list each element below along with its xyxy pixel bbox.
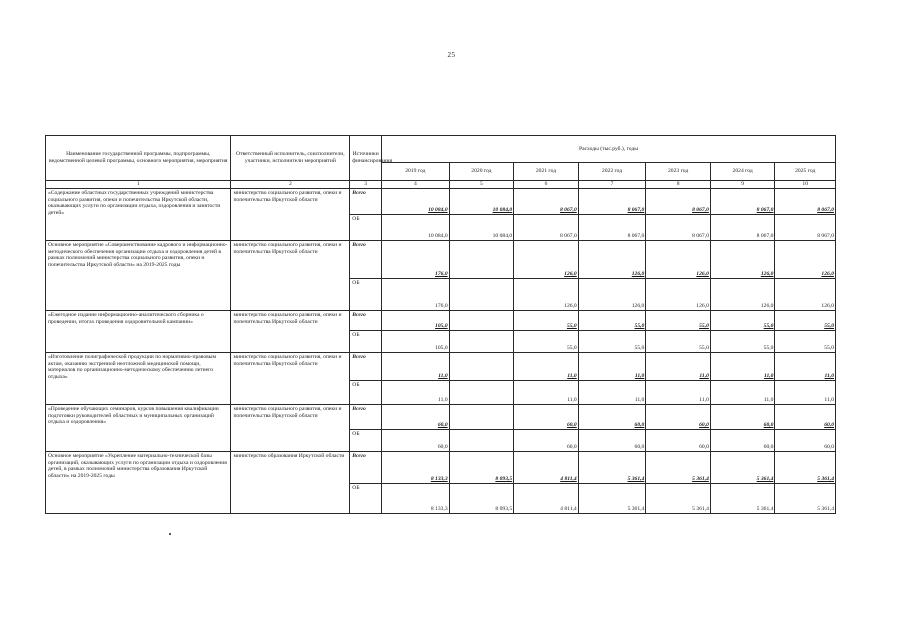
total-value: 55,0 (824, 323, 834, 330)
total-value-cell (775, 241, 836, 279)
column-number: 3 (350, 181, 382, 189)
header-year: 2025 год (775, 163, 836, 181)
ob-value (449, 430, 514, 452)
total-value: 60,0 (763, 422, 774, 429)
ob-value: 55,0 (514, 331, 579, 353)
total-value: 55,0 (699, 323, 709, 330)
header-source: Источники финансирования (350, 136, 382, 181)
total-value: 8 067,0 (817, 207, 834, 214)
ob-value: 8 067,0 (646, 215, 711, 241)
row-name: «Проведение обучающих семинаров, курсов повышения квалификации подготовки руководителей областных и муниципальных организаций отдыха и оздоровления» (46, 405, 231, 452)
header-expenses: Расходы (тыс.руб.), годы (382, 136, 836, 163)
ob-value: 60,0 (382, 430, 450, 452)
table-row (46, 353, 836, 381)
page-number: 25 (447, 51, 456, 59)
ob-value: 60,0 (646, 430, 711, 452)
total-value-cell (775, 311, 836, 331)
total-value-cell (449, 189, 514, 215)
total-value: 8 093,5 (495, 476, 513, 483)
ob-value: 55,0 (578, 331, 646, 353)
source-ob-label: ОБ (350, 430, 382, 452)
total-value: 55,0 (763, 323, 774, 330)
ob-value: 55,0 (646, 331, 711, 353)
total-value-cell (578, 452, 646, 484)
total-value-cell (382, 241, 450, 279)
total-value-cell (710, 353, 775, 381)
total-value-cell (710, 241, 775, 279)
total-value: 126,0 (564, 271, 577, 278)
total-value-cell (775, 452, 836, 484)
header-executor: Ответственный исполнитель, соисполнители, участники, исполнители мероприятий (231, 136, 350, 181)
total-value-cell (514, 353, 579, 381)
ob-value: 8 093,5 (449, 484, 514, 514)
total-value-cell (514, 405, 579, 430)
total-value-cell (710, 452, 775, 484)
row-executor: министерство социального развития, опеки и попечительства Иркутской области (231, 189, 350, 241)
column-number: 10 (775, 181, 836, 189)
row-executor: министерство социального развития, опеки и попечительства Иркутской области (231, 405, 350, 452)
ob-value: 11,0 (775, 381, 836, 405)
source-total-label: Всего (350, 241, 382, 279)
ob-value: 8 067,0 (710, 215, 775, 241)
header-year: 2023 год (646, 163, 711, 181)
ob-value: 55,0 (710, 331, 775, 353)
total-value-cell (514, 189, 579, 215)
source-ob-label: ОБ (350, 215, 382, 241)
total-value: 5 361,4 (692, 476, 709, 483)
total-value: 126,0 (696, 271, 709, 278)
column-number: 8 (646, 181, 711, 189)
total-value: 11,0 (634, 373, 645, 380)
ob-value: 126,0 (775, 279, 836, 311)
total-value-cell (578, 189, 646, 215)
ob-value: 5 361,4 (775, 484, 836, 514)
total-value: 126,0 (760, 271, 774, 278)
total-value: 5 361,4 (817, 476, 834, 483)
total-value: 8 067,0 (692, 207, 709, 214)
table-row (46, 189, 836, 215)
ob-value (449, 381, 514, 405)
ob-value: 4 811,4 (514, 484, 579, 514)
ob-value: 10 084,0 (382, 215, 450, 241)
header-year: 2019 год (382, 163, 450, 181)
total-value: 55,0 (634, 323, 645, 330)
total-value: 4 811,4 (560, 476, 577, 483)
header-year: 2024 год (710, 163, 775, 181)
ob-value: 126,0 (578, 279, 646, 311)
row-name: «Изготовление полиграфической продукции по нормативно-правовым актам, оказанию экстренной неотложной медицинской помощи, материалов по организационно-методическому обеспечению летнего отдыха» (46, 353, 231, 405)
total-value: 8 133,3 (430, 476, 448, 483)
total-value: 11,0 (763, 373, 774, 380)
total-value: 126,0 (631, 271, 645, 278)
ob-value: 55,0 (775, 331, 836, 353)
column-number: 1 (46, 181, 231, 189)
ob-value: 8 067,0 (775, 215, 836, 241)
ob-value: 8 133,3 (382, 484, 450, 514)
column-number: 2 (231, 181, 350, 189)
total-value-cell (449, 405, 514, 430)
total-value: 5 361,4 (756, 476, 774, 483)
total-value: 60,0 (634, 422, 645, 429)
row-executor: министерство образования Иркутской области (231, 452, 350, 514)
source-total-label: Всего (350, 189, 382, 215)
total-value: 105,0 (435, 323, 448, 330)
ob-value: 60,0 (578, 430, 646, 452)
total-value-cell (578, 353, 646, 381)
row-executor: министерство социального развития, опеки и попечительства Иркутской области (231, 311, 350, 353)
row-name: Основное мероприятие «Укрепление материально-технической базы организаций, оказывающих услуги по организации отдыха и оздоровления детей, в рамках полномочий министерства образования Иркутской области» на 2019-2025 годы (46, 452, 231, 514)
table-row (46, 311, 836, 331)
ob-value: 11,0 (646, 381, 711, 405)
column-number: 9 (710, 181, 775, 189)
total-value-cell (775, 405, 836, 430)
total-value: 55,0 (566, 323, 577, 330)
total-value-cell (514, 452, 579, 484)
ob-value: 60,0 (710, 430, 775, 452)
total-value-cell (449, 353, 514, 381)
total-value-cell (578, 241, 646, 279)
column-number: 6 (514, 181, 579, 189)
ob-value (449, 331, 514, 353)
ob-value: 105,0 (382, 331, 450, 353)
total-value: 8 067,0 (627, 207, 645, 214)
total-value: 11,0 (438, 373, 448, 380)
total-value-cell (449, 452, 514, 484)
total-value-cell (646, 405, 711, 430)
ob-value: 11,0 (382, 381, 450, 405)
column-number: 7 (578, 181, 646, 189)
row-executor: министерство социального развития, опеки и попечительства Иркутской области (231, 241, 350, 311)
total-value-cell (646, 353, 711, 381)
total-value-cell (382, 189, 450, 215)
ob-value: 60,0 (775, 430, 836, 452)
total-value: 60,0 (824, 422, 834, 429)
total-value: 60,0 (437, 422, 448, 429)
ob-value: 8 067,0 (578, 215, 646, 241)
total-value: 8 067,0 (756, 207, 774, 214)
total-value-cell (449, 241, 514, 279)
total-value: 11,0 (699, 373, 709, 380)
ob-value: 126,0 (710, 279, 775, 311)
header-year: 2020 год (449, 163, 514, 181)
row-name: «Содержание областных государственных учреждений министерства социального развития, опеки и попечительства Иркутской области, оказывающих услуги по организации отдыха, оздоровления и занятости детей» (46, 189, 231, 241)
expenses-table (45, 135, 836, 514)
header-name: Наименование государственной программы, подпрограммы, ведомственной целевой программы, основного мероприятия, мероприятия (46, 136, 231, 181)
total-value-cell (710, 405, 775, 430)
total-value-cell (646, 189, 711, 215)
ob-value: 126,0 (514, 279, 579, 311)
header-year: 2021 год (514, 163, 579, 181)
column-number: 4 (382, 181, 450, 189)
source-ob-label: ОБ (350, 381, 382, 405)
table-row (46, 452, 836, 484)
total-value-cell (775, 353, 836, 381)
total-value: 11,0 (824, 373, 834, 380)
total-value-cell (578, 311, 646, 331)
total-value-cell (382, 405, 450, 430)
table-row (46, 241, 836, 279)
ob-value: 11,0 (710, 381, 775, 405)
total-value: 60,0 (566, 422, 577, 429)
total-value-cell (578, 405, 646, 430)
total-value-cell (382, 452, 450, 484)
total-value: 5 361,4 (627, 476, 645, 483)
row-name: Основное мероприятие «Совершенствование кадрового и информационно-методического обеспечения организации отдыха и оздоровления детей в рамках полномочий министерства социального развития, опеки и попечительства Иркутской области» на 2019-2025 годы (46, 241, 231, 311)
source-ob-label: ОБ (350, 484, 382, 514)
total-value-cell (646, 311, 711, 331)
total-value: 176,0 (435, 271, 448, 278)
total-value: 10 084,0 (492, 207, 513, 214)
total-value-cell (710, 189, 775, 215)
total-value-cell (449, 311, 514, 331)
ob-value: 10 084,0 (449, 215, 514, 241)
total-value: 10 084,0 (428, 207, 448, 214)
total-value: 60,0 (699, 422, 709, 429)
ob-value: 126,0 (646, 279, 711, 311)
ob-value: 5 361,4 (578, 484, 646, 514)
source-ob-label: ОБ (350, 279, 382, 311)
ob-value: 60,0 (514, 430, 579, 452)
total-value: 126,0 (821, 271, 834, 278)
table-row (46, 405, 836, 430)
total-value: 8 067,0 (559, 207, 577, 214)
ob-value: 11,0 (578, 381, 646, 405)
stray-dot (169, 533, 171, 535)
ob-value: 11,0 (514, 381, 579, 405)
total-value-cell (514, 241, 579, 279)
total-value-cell (646, 452, 711, 484)
total-value-cell (646, 241, 711, 279)
source-total-label: Всего (350, 311, 382, 331)
total-value-cell (775, 189, 836, 215)
total-value: 11,0 (567, 373, 577, 380)
column-number: 5 (449, 181, 514, 189)
total-value-cell (382, 311, 450, 331)
ob-value (449, 279, 514, 311)
source-ob-label: ОБ (350, 331, 382, 353)
ob-value: 5 361,4 (710, 484, 775, 514)
ob-value: 5 361,4 (646, 484, 711, 514)
source-total-label: Всего (350, 405, 382, 430)
total-value-cell (710, 311, 775, 331)
row-name: «Ежегодное издание информационно-аналитического сборника о проведении, итогах проведения оздоровительной кампании» (46, 311, 231, 353)
row-executor: министерство социального развития, опеки и попечительства Иркутской области (231, 353, 350, 405)
total-value-cell (382, 353, 450, 381)
source-total-label: Всего (350, 452, 382, 484)
source-total-label: Всего (350, 353, 382, 381)
ob-value: 176,0 (382, 279, 450, 311)
ob-value: 8 067,0 (514, 215, 579, 241)
total-value-cell (514, 311, 579, 331)
header-year: 2022 год (578, 163, 646, 181)
